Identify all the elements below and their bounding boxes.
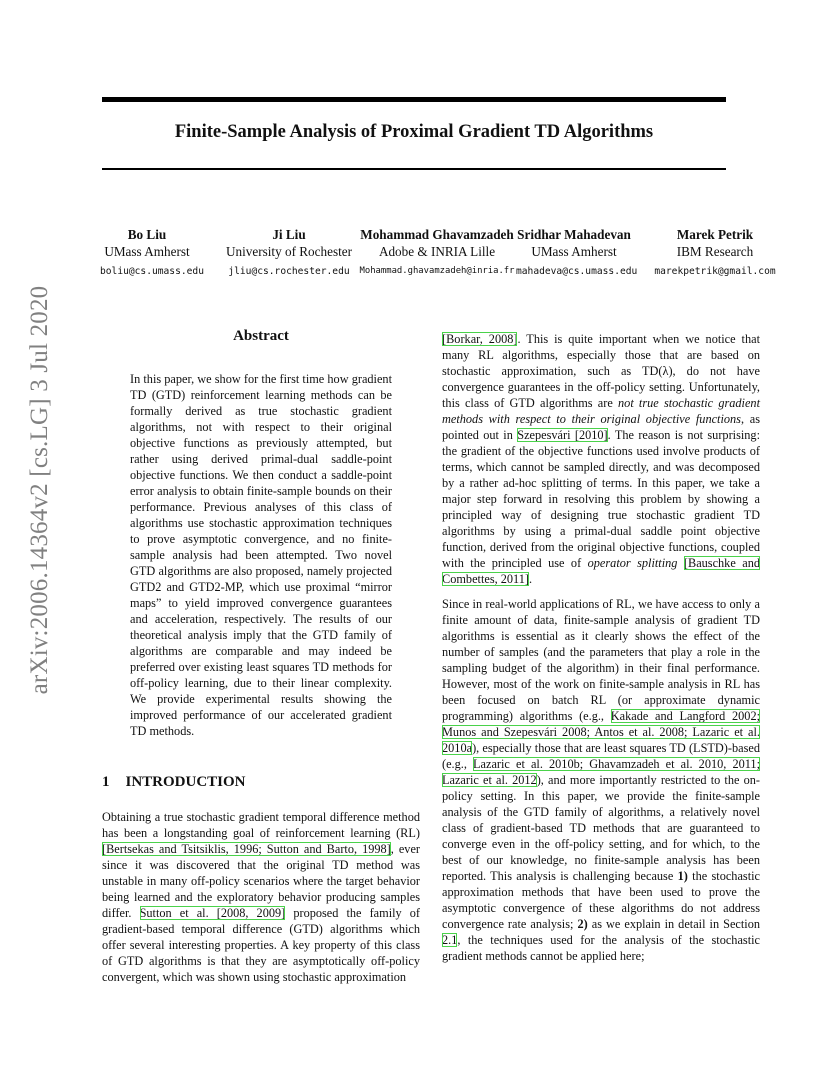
body-text: .	[528, 572, 533, 586]
author-email[interactable]: marekpetrik@gmail.com	[654, 266, 776, 277]
citation-link[interactable]: [Borkar, 2008]	[442, 332, 518, 346]
body-text: ), especially those that are least squares TD (LSTD)-based (e.g.,	[442, 741, 760, 771]
author-block-5	[654, 226, 776, 280]
author-affiliation: IBM Research	[676, 244, 754, 259]
citation-link[interactable]: [Bertsekas and Tsitsiklis, 1996; Sutton and Barto, 1998]	[102, 842, 391, 856]
author-email[interactable]: jliu@cs.rochester.edu	[228, 266, 350, 277]
author-name: Sridhar Mahadevan	[517, 227, 631, 242]
author-name: Marek Petrik	[676, 227, 754, 242]
author-affiliation: UMass Amherst	[104, 244, 190, 259]
body-text: as we explain in detail in Section	[587, 917, 760, 931]
abstract-heading: Abstract	[233, 328, 289, 344]
author-block-4	[516, 226, 638, 280]
body-text: ), and more importantly restricted to the on-policy setting. In this paper, we provide the finite-sample analysis of the GTD family of algorithms, a relatively novel class of gradient-based TD methods that are guaranteed to converge even in the off-policy setting, and for which, to the best of our knowledge, no finite-sample analysis has been reported. This analysis is challenging because	[442, 773, 760, 883]
body-text: . This is quite important when we notice that many RL algorithms, especially those that are based on stochastic approximation, such as TD(λ), do not have convergence guarantees in the off-policy setting. Unfortunately, this class of GTD algorithms are	[442, 332, 760, 410]
abstract-text: In this paper, we show for the first time how gradient TD (GTD) reinforcement learning methods can be formally derived as true stochastic gradient algorithms, not with respect to their original objective functions as previously attempted, but rather using derived primal-dual saddle-point objective functions. We then conduct a saddle-point error analysis to obtain finite-sample bounds on their performance. Previous analyses of this class of algorithms use stochastic approximation techniques to prove asymptotic convergence, and no finite-sample analysis had been attempted. Two novel GTD algorithms are also proposed, namely projected GTD2 and GTD2-MP, which use proximal “mirror maps” to yield improved convergence guarantees and acceleration, respectively. The results of our theoretical analysis imply that the GTD family of algorithms are comparable and may indeed be preferred over existing least squares TD methods for off-policy learning, due to their linear complexity. We provide experimental results showing the improved performance of our accelerated gradient TD methods.	[130, 372, 392, 738]
section-heading-introduction	[102, 774, 246, 791]
body-text: . The reason is not surprising: the gradient of the objective functions used involve products of terms, which cannot be sampled directly, and was decomposed by a rather ad-hoc splitting of terms. In this paper, we take a major step forward in resolving this problem by showing a principled way of designing true stochastic gradient TD algorithms by using a primal-dual saddle point objective function, derived from the original objective functions, coupled with the principled use of	[442, 428, 760, 570]
body-text	[677, 556, 683, 570]
citation-link[interactable]: Szepesvári [2010]	[517, 428, 608, 442]
introduction-paragraph-1	[102, 809, 420, 985]
author-block-1	[100, 226, 204, 280]
section-title: INTRODUCTION	[125, 774, 246, 790]
body-text: Since in real-world applications of RL, we have access to only a finite amount of data, finite-sample analysis of gradient TD algorithms is essential as it clearly shows the effect of the number of samples (and the parameters that play a role in the sampling budget of the algorithm) in their final performance. However, most of the work on finite-sample analysis in RL has been focused on batch RL (or approximate dynamic programming) algorithms (e.g.,	[442, 597, 760, 723]
author-name: Bo Liu	[127, 227, 167, 242]
body-text: the stochastic approximation methods that have been used to prove the asymptotic convergence of these algorithms do not address convergence rate analysis;	[442, 869, 760, 931]
author-email[interactable]: mahadeva@cs.umass.edu	[516, 266, 638, 277]
paper-title: Finite-Sample Analysis of Proximal Gradient TD Algorithms	[174, 122, 654, 142]
author-affiliation: Adobe & INRIA Lille	[378, 244, 496, 259]
abstract-body	[130, 371, 392, 739]
author-affiliation: UMass Amherst	[531, 244, 617, 259]
body-text: proposed the family of gradient-based temporal difference (GTD) algorithms which offer several interesting properties. A key property of this class of GTD algorithms is that they are asymptotically off-policy convergent, which was shown using stochastic approximation	[102, 906, 420, 984]
author-email[interactable]: boliu@cs.umass.edu	[100, 266, 204, 277]
author-block-2	[222, 226, 356, 280]
citation-link[interactable]: Sutton et al. [2008, 2009]	[139, 906, 286, 920]
citation-link[interactable]: Lazaric et al. 2010b; Ghavamzadeh et al. 2010, 2011; Lazaric et al. 2012	[442, 757, 761, 787]
author-name: Mohammad Ghavamzadeh	[360, 227, 514, 242]
body-text: Obtaining a true stochastic gradient temporal difference method has been a longstanding goal of reinforcement learning (RL)	[102, 810, 420, 840]
body-text: , ever since it was discovered that the original TD method was unstable in many off-policy scenarios where the target behavior being learned and the exploratory behavior producing samples differ.	[102, 842, 421, 920]
citation-link[interactable]: [Bauschke and Combettes, 2011]	[442, 556, 760, 586]
body-text: , as pointed out in	[442, 412, 760, 442]
author-name: Ji Liu	[272, 227, 306, 242]
bold-marker: 2)	[577, 917, 588, 931]
right-paragraph-1	[442, 331, 760, 587]
body-text: , the techniques used for the analysis of the stochastic gradient methods cannot be applied here;	[442, 933, 760, 963]
section-reference-link[interactable]: 2.1	[442, 933, 458, 947]
author-email[interactable]: Mohammad.ghavamzadeh@inria.fr	[359, 266, 515, 276]
emphasis-text: operator splitting	[587, 556, 678, 570]
citation-link[interactable]: Kakade and Langford 2002; Munos and Szepesvári 2008; Antos et al. 2008; Lazaric et al. 2010a	[442, 709, 761, 755]
right-paragraph-2	[442, 596, 760, 964]
title-top-rule	[102, 97, 726, 102]
right-column	[442, 331, 760, 964]
arxiv-identifier: arXiv:2006.14364v2 [cs.LG] 3 Jul 2020	[26, 285, 53, 695]
author-affiliation: University of Rochester	[226, 244, 352, 259]
emphasis-text: not true stochastic gradient methods with respect to their original objective functions	[442, 396, 760, 426]
bold-marker: 1)	[677, 869, 688, 883]
author-block-3	[358, 226, 516, 280]
section-number: 1	[102, 774, 110, 790]
title-bottom-rule	[102, 168, 726, 170]
